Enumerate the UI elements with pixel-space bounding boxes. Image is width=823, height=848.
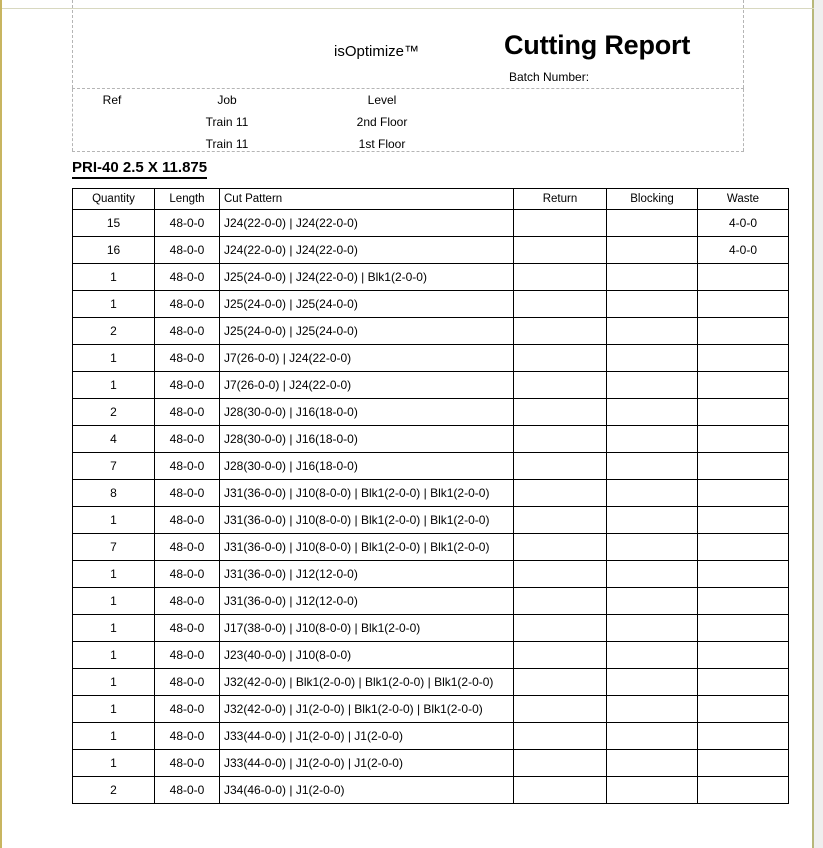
cell-quantity: 1 — [73, 750, 155, 777]
cell-waste: 4-0-0 — [698, 237, 789, 264]
cell-blocking — [607, 426, 698, 453]
cell-waste — [698, 750, 789, 777]
table-row — [73, 561, 789, 588]
cell-return — [514, 480, 607, 507]
cell-cut-pattern: J24(22-0-0) | J24(22-0-0) — [220, 210, 514, 237]
table-row — [73, 615, 789, 642]
cell-quantity: 1 — [73, 345, 155, 372]
cell-cut-pattern: J7(26-0-0) | J24(22-0-0) — [220, 372, 514, 399]
table-row — [73, 777, 789, 804]
cell-waste — [698, 615, 789, 642]
cell-cut-pattern: J23(40-0-0) | J10(8-0-0) — [220, 642, 514, 669]
cell-length: 48-0-0 — [155, 480, 220, 507]
table-row — [73, 291, 789, 318]
cell-length: 48-0-0 — [155, 264, 220, 291]
table-row — [73, 318, 789, 345]
cell-quantity: 1 — [73, 615, 155, 642]
cell-cut-pattern: J17(38-0-0) | J10(8-0-0) | Blk1(2-0-0) — [220, 615, 514, 642]
cell-quantity: 1 — [73, 696, 155, 723]
cell-return — [514, 750, 607, 777]
cell-length: 48-0-0 — [155, 210, 220, 237]
jobs-left-guide — [72, 89, 73, 151]
jobs-row — [72, 133, 744, 155]
cell-quantity: 15 — [73, 210, 155, 237]
cell-waste — [698, 561, 789, 588]
cell-length: 48-0-0 — [155, 318, 220, 345]
jobs-header-spacer — [462, 89, 744, 111]
table-row — [73, 210, 789, 237]
cell-length: 48-0-0 — [155, 750, 220, 777]
cell-waste: 4-0-0 — [698, 210, 789, 237]
cell-return — [514, 291, 607, 318]
cell-length: 48-0-0 — [155, 453, 220, 480]
cell-return — [514, 345, 607, 372]
cell-quantity: 1 — [73, 588, 155, 615]
cell-return — [514, 534, 607, 561]
cell-blocking — [607, 615, 698, 642]
cell-quantity: 1 — [73, 561, 155, 588]
cell-waste — [698, 318, 789, 345]
page-right-shadow — [814, 0, 823, 848]
cell-length: 48-0-0 — [155, 588, 220, 615]
cell-waste — [698, 480, 789, 507]
header-left-guide — [72, 0, 73, 88]
cell-cut-pattern: J31(36-0-0) | J10(8-0-0) | Blk1(2-0-0) | Blk1(2-0-0) — [220, 480, 514, 507]
table-row — [73, 237, 789, 264]
cell-cut-pattern: J31(36-0-0) | J12(12-0-0) — [220, 588, 514, 615]
cell-return — [514, 642, 607, 669]
cell-cut-pattern: J7(26-0-0) | J24(22-0-0) — [220, 345, 514, 372]
cell-length: 48-0-0 — [155, 291, 220, 318]
cell-cut-pattern: J34(46-0-0) | J1(2-0-0) — [220, 777, 514, 804]
cell-cut-pattern: J28(30-0-0) | J16(18-0-0) — [220, 426, 514, 453]
cell-cut-pattern: J33(44-0-0) | J1(2-0-0) | J1(2-0-0) — [220, 750, 514, 777]
jobs-cell-ref — [72, 111, 152, 133]
cell-return — [514, 318, 607, 345]
cell-blocking — [607, 750, 698, 777]
cell-length: 48-0-0 — [155, 399, 220, 426]
cut-table-wrap — [72, 188, 760, 804]
cell-cut-pattern: J31(36-0-0) | J10(8-0-0) | Blk1(2-0-0) | Blk1(2-0-0) — [220, 534, 514, 561]
cut-table-header-row — [73, 189, 789, 210]
cell-waste — [698, 777, 789, 804]
cell-waste — [698, 291, 789, 318]
cell-return — [514, 723, 607, 750]
jobs-cell-spacer — [462, 111, 744, 133]
jobs-cell-level: 1st Floor — [358, 137, 406, 151]
cut-table — [72, 188, 789, 804]
cell-quantity: 4 — [73, 426, 155, 453]
table-row — [73, 453, 789, 480]
cell-quantity: 1 — [73, 723, 155, 750]
cell-return — [514, 507, 607, 534]
cell-blocking — [607, 777, 698, 804]
table-row — [73, 507, 789, 534]
table-row — [73, 669, 789, 696]
column-header-waste: Waste — [698, 189, 789, 210]
cell-return — [514, 561, 607, 588]
cell-quantity: 2 — [73, 318, 155, 345]
cell-return — [514, 372, 607, 399]
cell-length: 48-0-0 — [155, 777, 220, 804]
cell-quantity: 1 — [73, 669, 155, 696]
cell-blocking — [607, 345, 698, 372]
cell-cut-pattern: J28(30-0-0) | J16(18-0-0) — [220, 453, 514, 480]
cell-quantity: 1 — [73, 642, 155, 669]
column-header-return: Return — [514, 189, 607, 210]
cell-blocking — [607, 453, 698, 480]
cell-quantity: 2 — [73, 399, 155, 426]
cell-length: 48-0-0 — [155, 507, 220, 534]
cell-return — [514, 237, 607, 264]
table-row — [73, 588, 789, 615]
cell-cut-pattern: J33(44-0-0) | J1(2-0-0) | J1(2-0-0) — [220, 723, 514, 750]
cell-blocking — [607, 696, 698, 723]
cell-length: 48-0-0 — [155, 534, 220, 561]
jobs-header-level: Level — [367, 93, 397, 107]
cell-return — [514, 399, 607, 426]
cell-length: 48-0-0 — [155, 372, 220, 399]
cell-waste — [698, 723, 789, 750]
cell-return — [514, 588, 607, 615]
cell-return — [514, 453, 607, 480]
cell-waste — [698, 534, 789, 561]
header-right-guide — [743, 0, 744, 88]
cell-length: 48-0-0 — [155, 561, 220, 588]
cell-waste — [698, 696, 789, 723]
cell-blocking — [607, 534, 698, 561]
cell-quantity: 8 — [73, 480, 155, 507]
jobs-summary — [72, 89, 744, 152]
cell-blocking — [607, 561, 698, 588]
cell-cut-pattern: J31(36-0-0) | J12(12-0-0) — [220, 561, 514, 588]
cell-cut-pattern: J25(24-0-0) | J25(24-0-0) — [220, 318, 514, 345]
jobs-header-row — [72, 89, 744, 111]
page-title: Cutting Report — [504, 30, 691, 60]
cell-length: 48-0-0 — [155, 669, 220, 696]
cell-return — [514, 669, 607, 696]
batch-number-label: Batch Number: — [509, 70, 590, 84]
column-header-cut-pattern: Cut Pattern — [220, 189, 514, 210]
table-row — [73, 696, 789, 723]
cell-quantity: 1 — [73, 507, 155, 534]
column-header-length: Length — [155, 189, 220, 210]
cell-length: 48-0-0 — [155, 345, 220, 372]
cell-blocking — [607, 669, 698, 696]
cell-quantity: 1 — [73, 291, 155, 318]
cell-blocking — [607, 372, 698, 399]
cell-waste — [698, 507, 789, 534]
table-row — [73, 480, 789, 507]
cell-waste — [698, 642, 789, 669]
cell-cut-pattern: J32(42-0-0) | J1(2-0-0) | Blk1(2-0-0) | Blk1(2-0-0) — [220, 696, 514, 723]
cell-length: 48-0-0 — [155, 723, 220, 750]
cell-quantity: 1 — [73, 372, 155, 399]
cell-length: 48-0-0 — [155, 696, 220, 723]
table-row — [73, 642, 789, 669]
cell-blocking — [607, 237, 698, 264]
cell-blocking — [607, 399, 698, 426]
table-row — [73, 426, 789, 453]
jobs-cell-ref — [72, 133, 152, 155]
cell-return — [514, 210, 607, 237]
cell-blocking — [607, 642, 698, 669]
cell-cut-pattern: J31(36-0-0) | J10(8-0-0) | Blk1(2-0-0) | Blk1(2-0-0) — [220, 507, 514, 534]
cell-blocking — [607, 210, 698, 237]
cell-return — [514, 615, 607, 642]
jobs-table — [72, 89, 744, 155]
cell-cut-pattern: J32(42-0-0) | Blk1(2-0-0) | Blk1(2-0-0) | Blk1(2-0-0) — [220, 669, 514, 696]
jobs-header-job: Job — [217, 93, 237, 107]
cell-return — [514, 426, 607, 453]
table-row — [73, 345, 789, 372]
cell-quantity: 7 — [73, 453, 155, 480]
table-row — [73, 264, 789, 291]
cell-cut-pattern: J24(22-0-0) | J24(22-0-0) — [220, 237, 514, 264]
cell-waste — [698, 453, 789, 480]
table-row — [73, 399, 789, 426]
jobs-right-guide — [743, 89, 744, 151]
report-header — [72, 10, 744, 89]
cell-quantity: 16 — [73, 237, 155, 264]
cell-waste — [698, 399, 789, 426]
cell-waste — [698, 264, 789, 291]
cut-table-body — [73, 210, 789, 804]
jobs-cell-spacer — [462, 133, 744, 155]
cell-return — [514, 696, 607, 723]
column-header-quantity: Quantity — [73, 189, 155, 210]
cell-length: 48-0-0 — [155, 237, 220, 264]
table-row — [73, 534, 789, 561]
cell-return — [514, 264, 607, 291]
cell-return — [514, 777, 607, 804]
jobs-row — [72, 111, 744, 133]
cell-blocking — [607, 480, 698, 507]
cell-length: 48-0-0 — [155, 642, 220, 669]
cell-blocking — [607, 318, 698, 345]
column-header-blocking: Blocking — [607, 189, 698, 210]
cell-waste — [698, 372, 789, 399]
cell-quantity: 1 — [73, 264, 155, 291]
cell-waste — [698, 588, 789, 615]
cell-quantity: 7 — [73, 534, 155, 561]
cell-quantity: 2 — [73, 777, 155, 804]
cell-length: 48-0-0 — [155, 615, 220, 642]
cell-blocking — [607, 723, 698, 750]
table-row — [73, 372, 789, 399]
cell-cut-pattern: J25(24-0-0) | J25(24-0-0) — [220, 291, 514, 318]
cell-waste — [698, 345, 789, 372]
cell-blocking — [607, 507, 698, 534]
jobs-cell-job: Train 11 — [205, 115, 249, 129]
cell-blocking — [607, 588, 698, 615]
jobs-cell-level: 2nd Floor — [356, 115, 408, 129]
table-row — [73, 750, 789, 777]
section-title: PRI-40 2.5 X 11.875 — [72, 159, 207, 179]
cell-length: 48-0-0 — [155, 426, 220, 453]
cell-waste — [698, 669, 789, 696]
table-row — [73, 723, 789, 750]
brand-name: isOptimize™ — [334, 43, 420, 60]
cell-waste — [698, 426, 789, 453]
jobs-cell-job: Train 11 — [205, 137, 249, 151]
cell-blocking — [607, 264, 698, 291]
cell-blocking — [607, 291, 698, 318]
cell-cut-pattern: J25(24-0-0) | J24(22-0-0) | Blk1(2-0-0) — [220, 264, 514, 291]
cell-cut-pattern: J28(30-0-0) | J16(18-0-0) — [220, 399, 514, 426]
jobs-header-ref: Ref — [102, 93, 122, 107]
